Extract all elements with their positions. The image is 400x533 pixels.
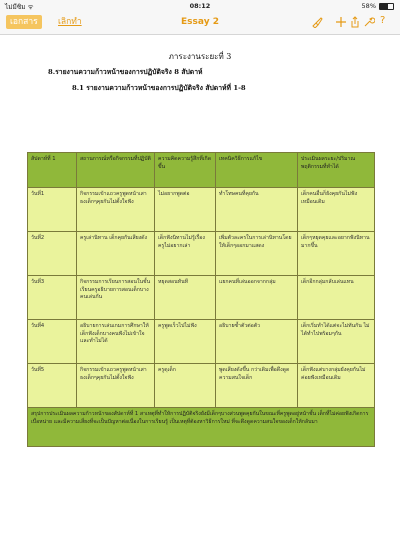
table-cell: หยุดสอนทันที bbox=[155, 276, 216, 320]
add-icon[interactable] bbox=[335, 16, 347, 28]
subsection-heading: 8.1 รายงานความก้าวหน้าของการปฏิบัติจริง สัปดาห์ที่ 1-8 bbox=[72, 84, 246, 92]
table-cell: เด็กๆหยุดคุยและอยากฟังนิทานมากขึ้น bbox=[298, 232, 375, 276]
table-cell: เด็กเริ่มทำได้แต่จะไม่ทันกัน ไม่ได้ทำไปพร้อมๆกัน bbox=[298, 320, 375, 364]
header-activity: สถานการณ์หรือกิจกรรมที่ปฏิบัติ bbox=[77, 153, 155, 188]
table-cell: ครูเล่านิทาน เด็กคุยกันเสียงดัง bbox=[77, 232, 155, 276]
carrier-label: ไม่มีซิม ᯤ bbox=[5, 3, 34, 11]
table-cell: เด็กคนอื่นก็ยังคุยกันไม่ฟังเหมือนเดิม bbox=[298, 188, 375, 232]
table-cell: กิจกรรมการเรียนการสอนในชั้นเรียนครูอธิบายการสอนเด็กบางคนเล่นกัน bbox=[77, 276, 155, 320]
table-cell: กิจกรรมเข้าแถวครูพูดหน้าเสาธงเด็กๆคุยกันไม่ตั้งใจฟัง bbox=[77, 188, 155, 232]
table-row bbox=[28, 276, 375, 320]
summary-cell: สรุปการประเมินผลความก้าวหน้าของสัปดาห์ที่ 1 สาเหตุที่ทำให้การปฏิบัติจริงยังมีเด็กๆบางส่วนพูดคุยกันในขณะที่ครูพูดอยู่หน้าชั้น เด็กที่ไม่ค่อยฟังเกิดการเบื่อหน่าย และมีความเสี่ยงที่จะเป็นปัญหาต่อเนื่องในการเรียนรู้ เป็นเหตุที่ต้องหาวิธีการใหม่ ที่จะดึงดูดความสนใจของเด็กให้กลับมา bbox=[28, 408, 375, 447]
page-heading: ภาระงานระยะที่ 3 bbox=[168, 52, 232, 61]
summary-row bbox=[28, 408, 375, 447]
table-cell: วันที่2 bbox=[28, 232, 77, 276]
toolbar bbox=[0, 11, 400, 35]
table-row bbox=[28, 232, 375, 276]
table-cell: ครูดุเด็ก bbox=[155, 364, 216, 408]
table-cell: ครูพูดเร็วไปไม่ฟัง bbox=[155, 320, 216, 364]
header-technique: เทคนิควิธีการแก้ไข bbox=[216, 153, 298, 188]
table-cell: วันที่5 bbox=[28, 364, 77, 408]
section-heading: 8.รายงานความก้าวหน้าของการปฏิบัติจริง 8 สัปดาห์ bbox=[48, 68, 203, 76]
header-evaluation: ประเมินผลระยะ/ปริมาณพฤติกรรมที่ทำได้ bbox=[298, 153, 375, 188]
progress-table bbox=[27, 152, 375, 447]
table-cell: แยกคนที่เล่นออกจากกลุ่ม bbox=[216, 276, 298, 320]
table-cell: วันที่3 bbox=[28, 276, 77, 320]
battery-percent: 58% bbox=[361, 2, 376, 10]
table-row bbox=[28, 320, 375, 364]
table-cell: เด็กอีกกลุ่มกลับเล่นแทน bbox=[298, 276, 375, 320]
table-cell: วันที่1 bbox=[28, 188, 77, 232]
clock: 08:12 bbox=[189, 2, 211, 10]
table-cell: ทำโทษคนที่คุยกัน bbox=[216, 188, 298, 232]
table-cell: กิจกรรมเข้าแถวครูพูดหน้าเสาธงเด็กๆคุยกันไม่ตั้งใจฟัง bbox=[77, 364, 155, 408]
share-icon[interactable] bbox=[349, 16, 361, 28]
help-icon[interactable]: ? bbox=[380, 15, 386, 26]
table-cell: อธิบายการเล่นเกมการศึกษาให้เด็กฟังเด็กบางคนฟังไม่เข้าใจและทำไม่ได้ bbox=[77, 320, 155, 364]
documents-button[interactable]: เอกสาร bbox=[6, 15, 42, 29]
table-cell: ไม่อยากพูดต่อ bbox=[155, 188, 216, 232]
status-bar bbox=[0, 0, 400, 11]
table-cell: อธิบายซ้ำตัวต่อตัว bbox=[216, 320, 298, 364]
table-header-row bbox=[28, 153, 375, 188]
document-title: Essay 2 bbox=[181, 17, 219, 27]
battery-icon bbox=[379, 3, 394, 10]
header-week: สัปดาห์ที่ 1 bbox=[28, 153, 77, 188]
header-feelings: ความคิดความรู้สึกที่เกิดขึ้น bbox=[155, 153, 216, 188]
table-cell: เด็กฟังแต่บางกลุ่มยังคุยกันไม่ค่อยฟังเหมือนเดิม bbox=[298, 364, 375, 408]
table-cell: เพิ่มตัวละครในการเล่านิทานโดยให้เด็กๆออกมาแสดง bbox=[216, 232, 298, 276]
table-row bbox=[28, 364, 375, 408]
table-row bbox=[28, 188, 375, 232]
table-cell: วันที่4 bbox=[28, 320, 77, 364]
battery-indicator bbox=[362, 2, 394, 10]
undo-button[interactable]: เลิกทำ bbox=[58, 17, 82, 27]
table-cell: เด็กฟังนิทานไม่รู้เรื่อง ครูไม่อยากเล่า bbox=[155, 232, 216, 276]
brush-icon[interactable] bbox=[311, 16, 323, 28]
table-cell: พูดเสียงดังขึ้น กว่าเดิมเพื่อดึงดูดความสนใจเด็ก bbox=[216, 364, 298, 408]
wrench-icon[interactable] bbox=[363, 16, 375, 28]
